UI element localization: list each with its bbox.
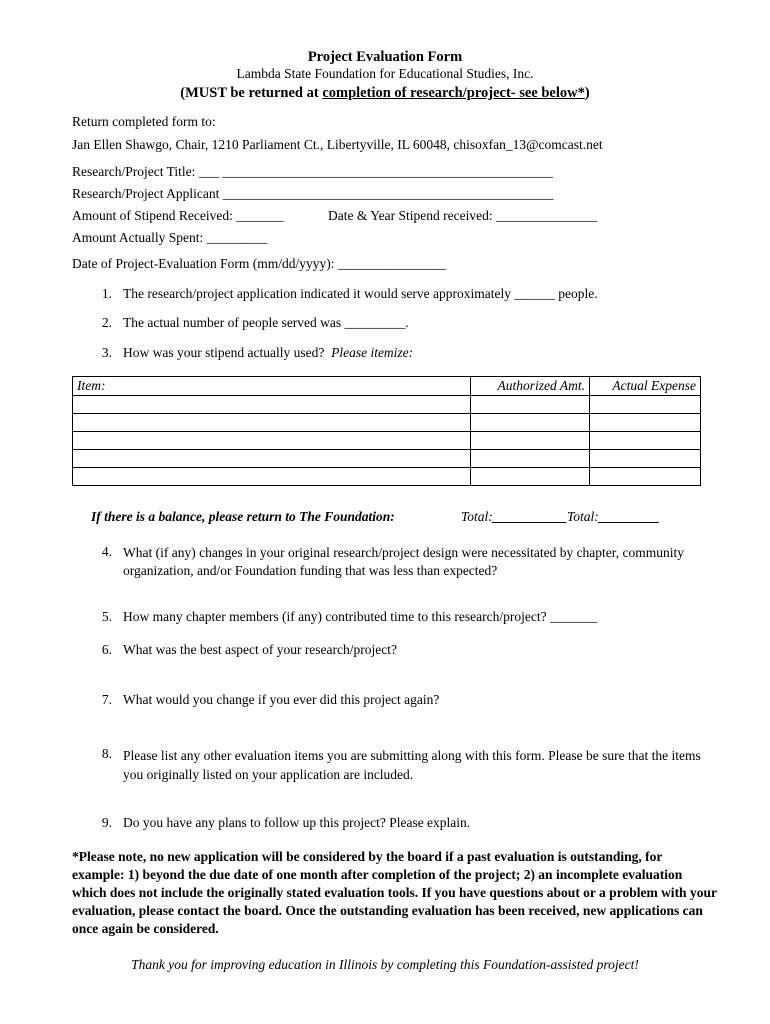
thank-you-footer: Thank you for improving education in Illinois by completing this Foundation-assisted project! (131, 957, 639, 972)
notice-underlined: completion of research/project- see below* (322, 85, 585, 101)
return-deadline-notice (0, 84, 770, 102)
table-header-row (73, 377, 701, 396)
question-9-text[interactable]: Do you have any plans to follow up this project? Please explain. (123, 815, 471, 830)
outstanding-evaluation-note: *Please note, no new application will be considered by the board if a past evaluation is outstanding, for example: 1) beyond the due date of one month after completion of the project; 2) an incomplete evaluation which does not include the originally stated evaluation tools. If you have questions about or a problem with your evaluation, please contact the board. Once the outstanding evaluation has been received, new applications can once again be considered. (72, 849, 717, 936)
question-7-text[interactable]: What would you change if you ever did this project again? (123, 692, 440, 707)
notice-suffix: ) (584, 85, 590, 101)
authorized-cell[interactable] (471, 468, 590, 486)
balance-note: If there is a balance, please return to The Foundation: (91, 509, 395, 524)
question-7-number: 7. (101, 692, 112, 707)
total-blank-authorized[interactable]: ___________ (492, 509, 568, 524)
authorized-cell[interactable] (471, 414, 590, 432)
question-5-number: 5. (101, 609, 112, 624)
question-3-number: 3. (101, 345, 112, 360)
expense-cell[interactable] (590, 432, 701, 450)
total-label-actual: Total: (567, 509, 599, 524)
question-9-number: 9. (101, 815, 112, 830)
itemization-table (72, 376, 701, 486)
authorized-cell[interactable] (471, 450, 590, 468)
question-4-text[interactable]: What (if any) changes in your original research/project design were necessitated by chapter, community organization, and/or Foundation funding that was less than expected? (123, 545, 684, 578)
authorized-cell[interactable] (471, 432, 590, 450)
authorized-amount-header: Authorized Amt. (471, 377, 590, 396)
total-blank-actual[interactable]: _________ (598, 509, 660, 524)
question-1-number: 1. (101, 286, 112, 301)
expense-cell[interactable] (590, 450, 701, 468)
form-title: Project Evaluation Form (307, 49, 463, 65)
question-6-text[interactable]: What was the best aspect of your research/project? (123, 642, 398, 657)
expense-cell[interactable] (590, 396, 701, 414)
totals-line[interactable] (461, 509, 660, 526)
item-header: Item: (73, 377, 471, 396)
question-8-text[interactable]: Please list any other evaluation items you are submitting along with this form. Please be sure that the items you originally listed on your application are included. (123, 748, 701, 782)
organization-name: Lambda State Foundation for Educational Studies, Inc. (236, 66, 534, 81)
return-label: Return completed form to: (72, 114, 216, 129)
notice-prefix: (MUST be returned at (180, 85, 323, 101)
question-1-text[interactable]: The research/project application indicated it would serve approximately ______ people. (123, 286, 598, 301)
item-cell[interactable] (73, 468, 471, 486)
question-3-hint: Please itemize: (331, 345, 414, 360)
question-3-text (123, 345, 723, 362)
total-label-authorized: Total: (461, 509, 493, 524)
item-cell[interactable] (73, 450, 471, 468)
table-row[interactable] (73, 432, 701, 450)
item-cell[interactable] (73, 432, 471, 450)
question-4-number: 4. (101, 544, 112, 559)
table-row[interactable] (73, 414, 701, 432)
return-address: Jan Ellen Shawgo, Chair, 1210 Parliament Ct., Libertyville, IL 60048, chisoxfan_13@comcast.net (72, 137, 603, 152)
question-3-prompt: How was your stipend actually used? (123, 345, 325, 360)
stipend-received-field[interactable]: Amount of Stipend Received: _______ (72, 208, 284, 223)
table-row[interactable] (73, 468, 701, 486)
project-title-field[interactable]: Research/Project Title: ___ _________________________________________________ (72, 164, 554, 179)
authorized-cell[interactable] (471, 396, 590, 414)
item-cell[interactable] (73, 396, 471, 414)
table-row[interactable] (73, 450, 701, 468)
actual-expense-header: Actual Expense (590, 377, 701, 396)
table-row[interactable] (73, 396, 701, 414)
question-2-number: 2. (101, 315, 112, 330)
question-6-number: 6. (101, 642, 112, 657)
question-2-text[interactable]: The actual number of people served was _________. (123, 315, 409, 330)
expense-cell[interactable] (590, 468, 701, 486)
question-8-number: 8. (101, 746, 112, 761)
project-applicant-field[interactable]: Research/Project Applicant _________________________________________________ (72, 186, 554, 201)
question-5-text[interactable]: How many chapter members (if any) contributed time to this research/project? _______ (123, 609, 598, 624)
expense-cell[interactable] (590, 414, 701, 432)
amount-spent-field[interactable]: Amount Actually Spent: _________ (72, 230, 268, 245)
evaluation-date-field[interactable]: Date of Project-Evaluation Form (mm/dd/yyyy): ________________ (72, 256, 446, 271)
item-cell[interactable] (73, 414, 471, 432)
stipend-date-field[interactable]: Date & Year Stipend received: _______________ (328, 208, 598, 223)
